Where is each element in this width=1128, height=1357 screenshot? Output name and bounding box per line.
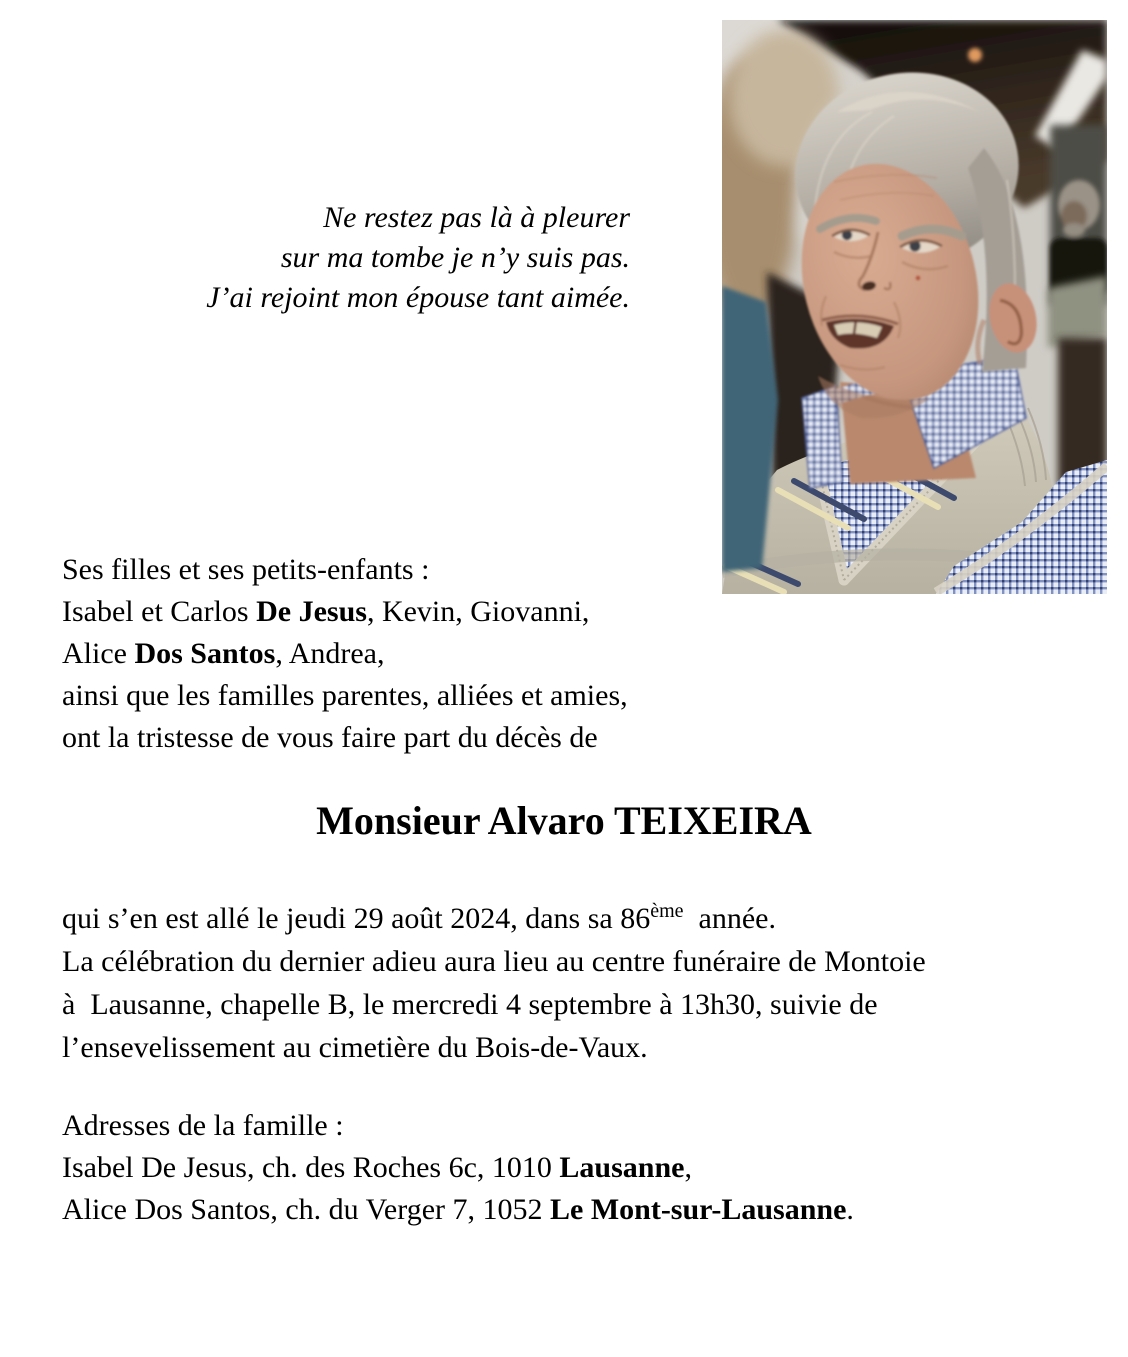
- deceased-name-text: Monsieur Alvaro TEIXEIRA: [316, 798, 812, 843]
- announcement-line-2: [62, 940, 926, 983]
- announcement-line-4-text: l’ensevelissement au cimetière du Bois-de-Vaux.: [62, 1031, 648, 1064]
- epitaph-line-3-text: J’ai rejoint mon épouse tant aimée.: [206, 281, 630, 314]
- announcement-line-1-post: année.: [683, 902, 776, 935]
- addresses-heading: [62, 1105, 854, 1147]
- family-name-de-jesus: De Jesus: [256, 595, 367, 628]
- epitaph: [100, 198, 630, 318]
- family-line-5-text: ont la tristesse de vous faire part du décès de: [62, 721, 598, 754]
- portrait-photo-illustration: [722, 20, 1107, 594]
- addresses-block: [62, 1105, 854, 1231]
- family-line-4: [62, 675, 628, 717]
- address-alice-city: Le Mont-sur-Lausanne: [550, 1193, 847, 1226]
- family-line-1: [62, 549, 628, 591]
- announcement-line-2-text: La célébration du dernier adieu aura lieu au centre funéraire de Montoie: [62, 945, 926, 978]
- address-isabel-post: ,: [684, 1151, 692, 1184]
- address-line-isabel: [62, 1147, 854, 1189]
- family-line-2-pre: Isabel et Carlos: [62, 595, 257, 628]
- family-line-3-pre: Alice: [62, 637, 135, 670]
- epitaph-line-1: [100, 198, 630, 238]
- family-line-4-text: ainsi que les familles parentes, alliées et amies,: [62, 679, 628, 712]
- family-line-1-text: Ses filles et ses petits-enfants :: [62, 553, 430, 586]
- family-line-2-post: , Kevin, Giovanni,: [366, 595, 590, 628]
- family-name-dos-santos: Dos Santos: [134, 637, 276, 670]
- family-intro: [62, 549, 628, 759]
- address-line-alice: [62, 1189, 854, 1231]
- family-line-2: [62, 591, 628, 633]
- announcement-line-1: [62, 897, 926, 940]
- addresses-heading-text: Adresses de la famille :: [62, 1109, 344, 1142]
- announcement-line-3-text: à Lausanne, chapelle B, le mercredi 4 septembre à 13h30, suivie de: [62, 988, 878, 1021]
- epitaph-line-3: [100, 278, 630, 318]
- address-isabel-pre: Isabel De Jesus, ch. des Roches 6c, 1010: [62, 1151, 560, 1184]
- announcement-line-1-pre: qui s’en est allé le jeudi 29 août 2024, dans sa 86: [62, 902, 651, 935]
- deceased-name: [0, 797, 1128, 845]
- address-alice-post: .: [846, 1193, 854, 1226]
- announcement-line-4: [62, 1026, 926, 1069]
- address-isabel-city: Lausanne: [559, 1151, 685, 1184]
- epitaph-line-1-text: Ne restez pas là à pleurer: [323, 201, 630, 234]
- portrait-photo: [722, 20, 1107, 594]
- announcement-line-3: [62, 983, 926, 1026]
- ordinal-superscript: ème: [650, 900, 684, 922]
- family-line-3-post: , Andrea,: [275, 637, 385, 670]
- address-alice-pre: Alice Dos Santos, ch. du Verger 7, 1052: [62, 1193, 550, 1226]
- family-line-5: [62, 717, 628, 759]
- announcement-paragraph: [62, 897, 926, 1069]
- family-line-3: [62, 633, 628, 675]
- epitaph-line-2: [100, 238, 630, 278]
- epitaph-line-2-text: sur ma tombe je n’y suis pas.: [280, 241, 630, 274]
